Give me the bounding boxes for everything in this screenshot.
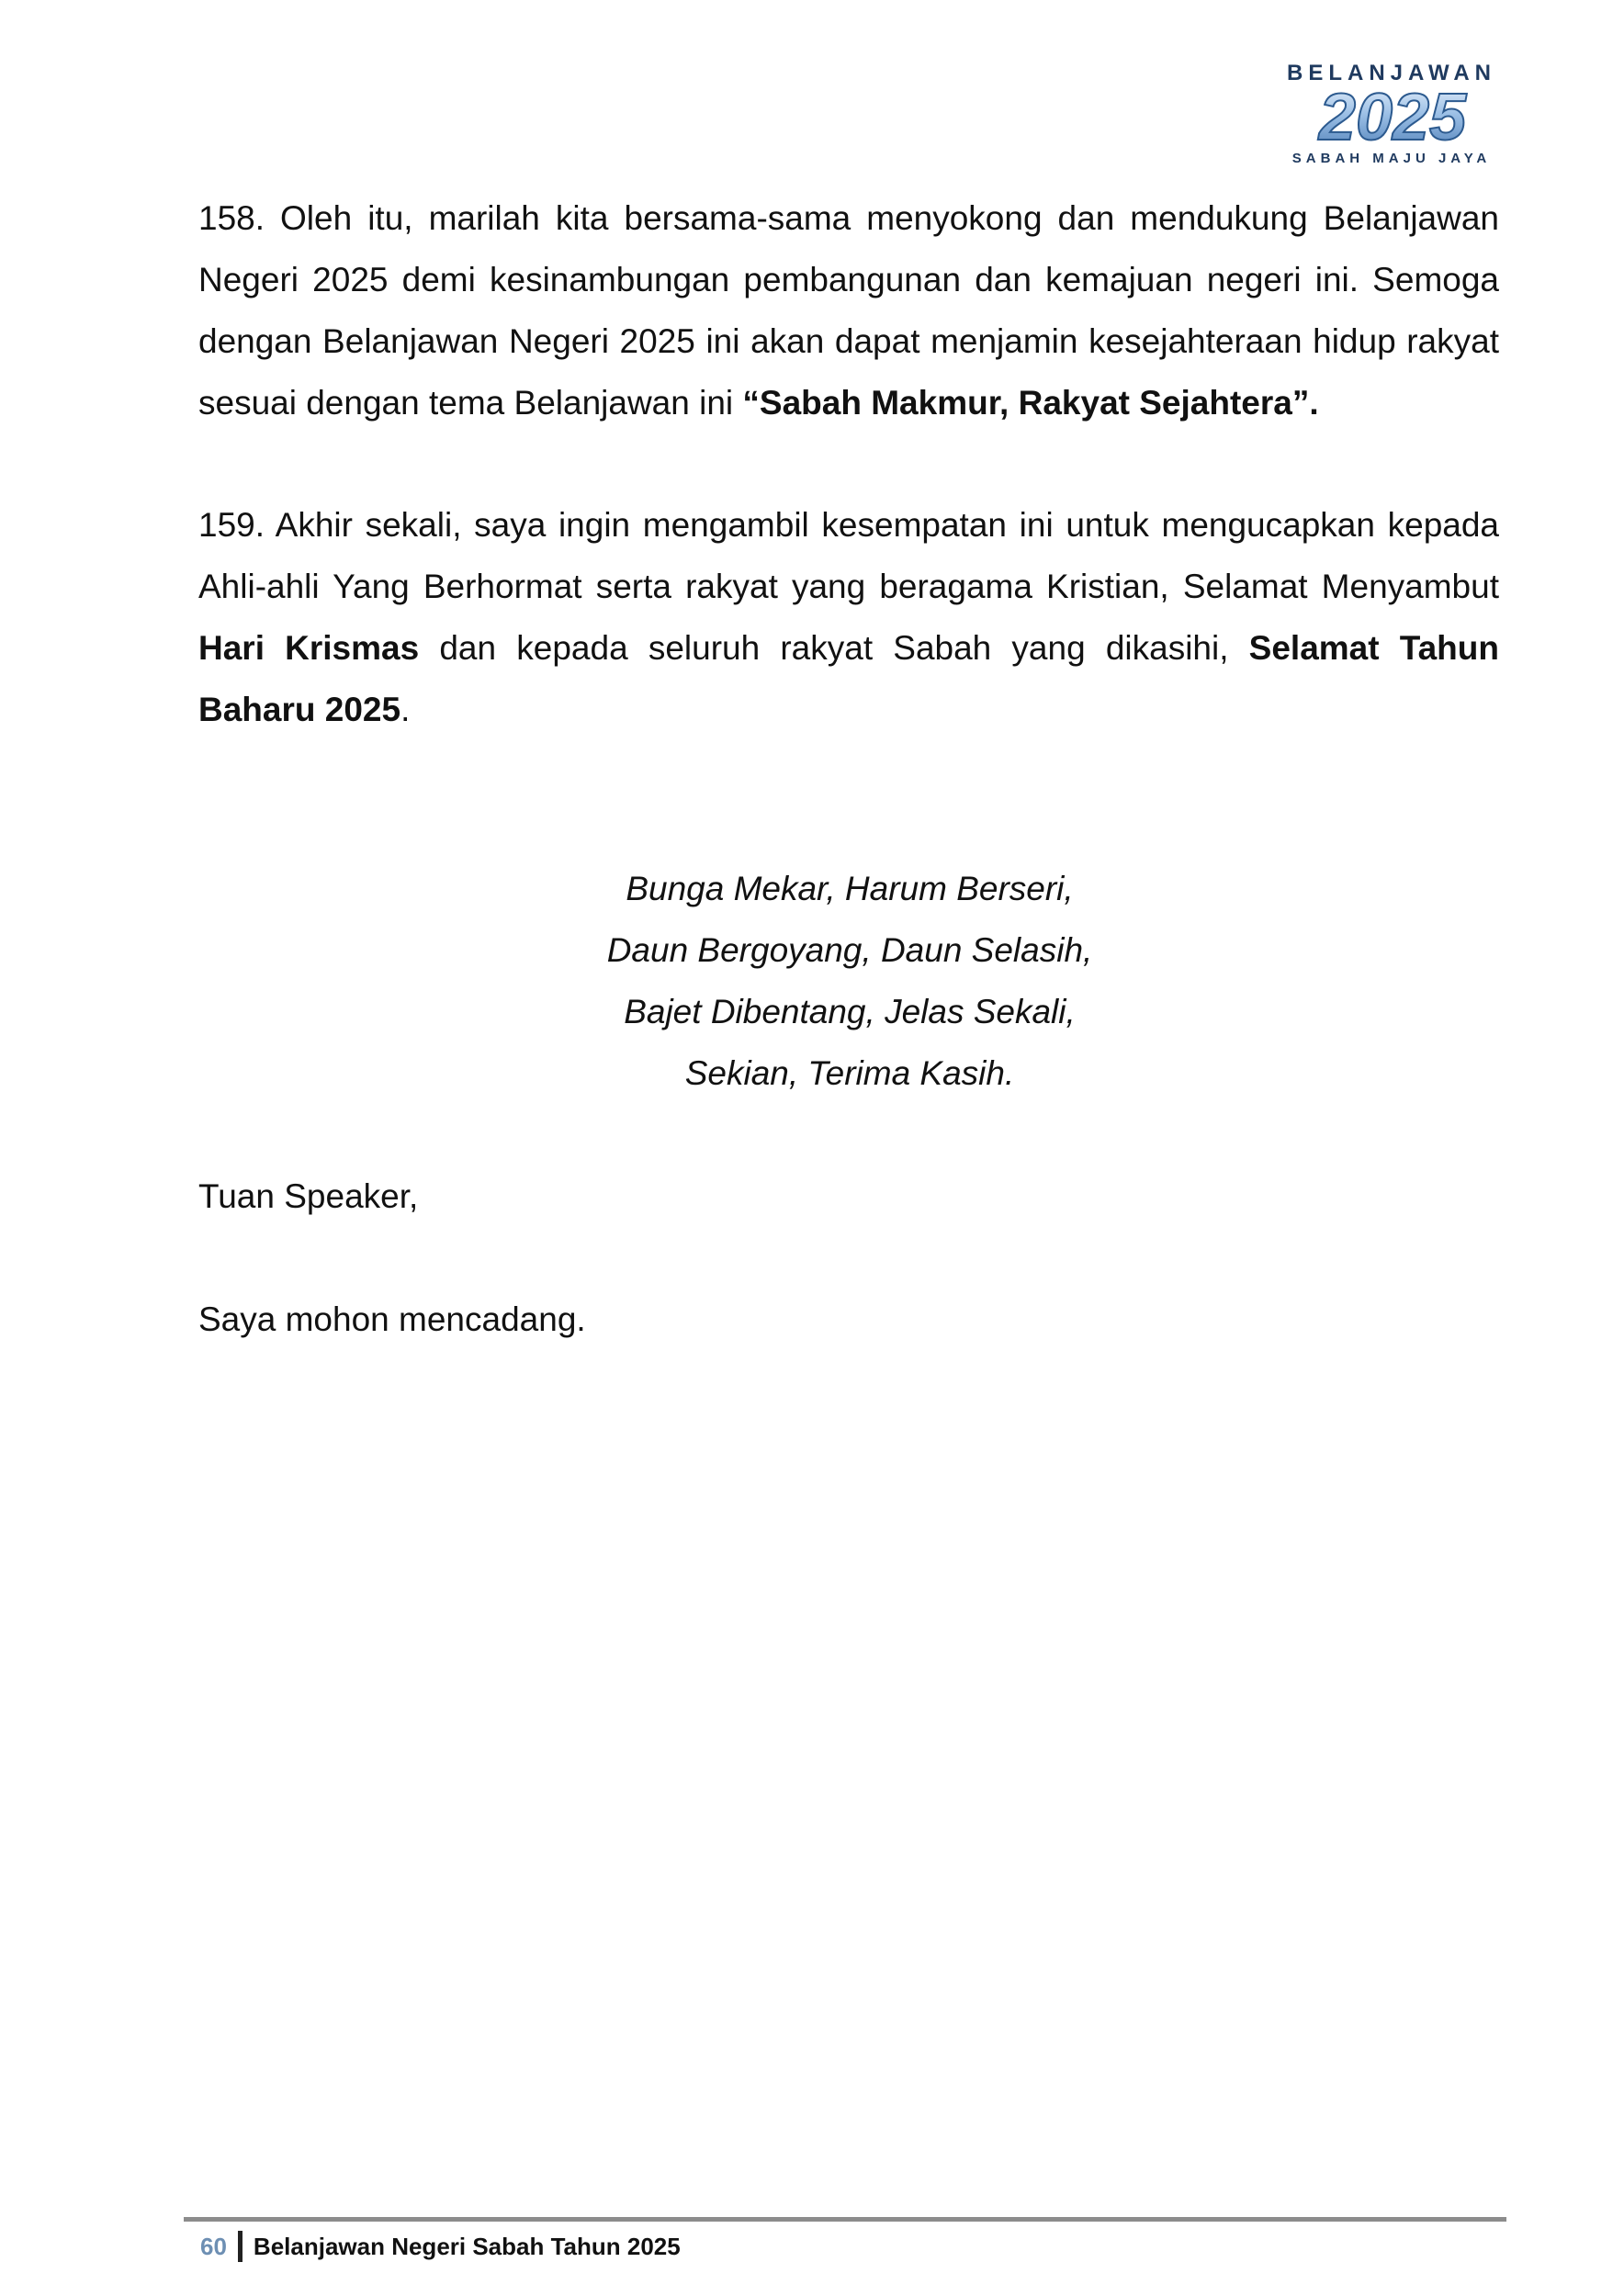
closing-salutation: Tuan Speaker, [198,1177,419,1215]
pantun-line: Sekian, Terima Kasih. [684,1054,1015,1092]
paragraph-159-bold-new-year: Selamat Tahun Baharu 2025 [198,629,1499,728]
pantun-verse [198,858,1499,1104]
paragraph-159-text-3: . [400,691,411,728]
page-content [198,187,1499,1350]
pantun-line: Daun Bergoyang, Daun Selasih, [606,931,1093,969]
logo-year: 2025 [1318,86,1467,147]
logo-top-text: BELANJAWAN [1286,61,1496,85]
page-number: 60 [200,2232,227,2260]
pantun-line: Bunga Mekar, Harum Berseri, [626,870,1074,907]
paragraph-159-text-2: dan kepada seluruh rakyat Sabah yang dikasihi, [419,629,1249,667]
footer-divider [184,2217,1506,2222]
footer-document-title: Belanjawan Negeri Sabah Tahun 2025 [253,2232,681,2260]
paragraph-159-bold-christmas: Hari Krismas [198,629,420,667]
paragraph-158-text: 158. Oleh itu, marilah kita bersama-sama menyokong dan mendukung Belanjawan Negeri 2025 demi kesinambungan pembangunan dan kemajuan negeri ini. Semoga dengan Belanjawan Negeri 2025 ini akan dapat menjamin kesejahteraan hidup rakyat sesuai dengan tema Belanjawan ini [198,199,1499,422]
pantun-line: Bajet Dibentang, Jelas Sekali, [624,993,1076,1030]
logo-year-graphic [1284,86,1501,147]
logo-tagline: SABAH MAJU JAYA [1291,151,1492,166]
closing-block [198,1165,1499,1350]
page-footer [200,2230,681,2263]
footer-separator [238,2231,242,2262]
paragraph-159-text-1: 159. Akhir sekali, saya ingin mengambil kesempatan ini untuk mengucapkan kepada Ahli-ahli Yang Berhormat serta rakyat yang beragama Kristian, Selamat Menyambut [198,506,1499,605]
closing-final-line: Saya mohon mencadang. [198,1300,586,1338]
paragraph-158 [198,187,1499,433]
paragraph-158-bold-theme: “Sabah Makmur, Rakyat Sejahtera”. [742,384,1319,422]
paragraph-159 [198,494,1499,740]
belanjawan-2025-logo [1269,61,1514,173]
